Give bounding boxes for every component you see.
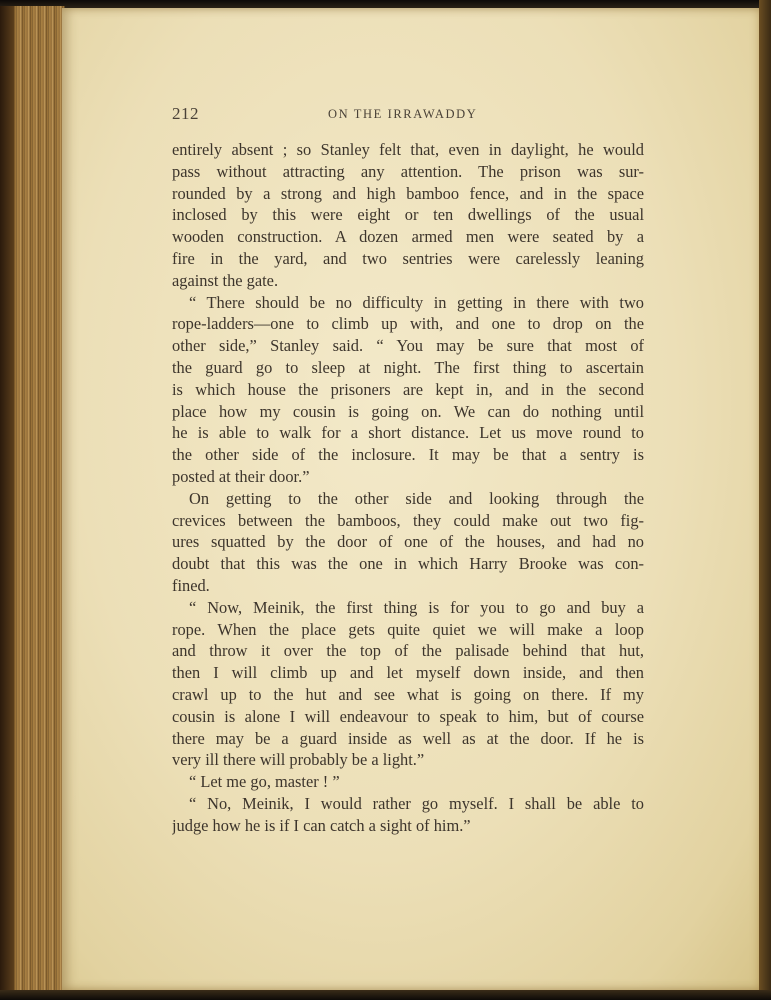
- page-number: 212: [172, 104, 199, 123]
- text-line: ures squatted by the door of one of the houses, and had no: [172, 532, 644, 552]
- text-line: wooden construction. A dozen armed men were seated by a: [172, 227, 644, 247]
- running-head: [172, 104, 644, 124]
- text-line: crevices between the bamboos, they could make out two fig-: [172, 510, 644, 530]
- text-line: is which house the prisoners are kept in, and in the second: [172, 379, 644, 399]
- text-line: judge how he is if I can catch a sight of him.”: [172, 815, 471, 835]
- text-line: “ Let me go, master ! ”: [189, 772, 340, 792]
- text-line: fire in the yard, and two sentries were carelessly leaning: [172, 248, 644, 268]
- text-line: pass without attracting any attention. The prison was sur-: [172, 161, 644, 181]
- text-line: there may be a guard inside as well as at the door. If he is: [172, 728, 644, 748]
- text-line: entirely absent ; so Stanley felt that, even in daylight, he would: [172, 140, 644, 159]
- text-line: other side,” Stanley said. “ You may be sure that most of: [172, 336, 644, 356]
- text-line: “ No, Meinik, I would rather go myself. I shall be able to: [189, 793, 644, 813]
- text-line: rounded by a strong and high bamboo fence, and in the space: [172, 183, 644, 203]
- running-title: ON THE IRRAWADDY: [328, 107, 478, 121]
- text-line: crawl up to the hut and see what is going on there. If my: [172, 684, 644, 704]
- text-line: cousin is alone I will endeavour to speak to him, but of course: [172, 706, 644, 726]
- text-line: he is able to walk for a short distance. Let us move round to: [172, 423, 644, 443]
- text-line: against the gate.: [172, 270, 279, 290]
- text-line: fined.: [172, 575, 210, 595]
- text-line: posted at their door.”: [172, 466, 310, 486]
- text-line: “ Now, Meinik, the first thing is for you to go and buy a: [189, 597, 644, 617]
- text-line: place how my cousin is going on. We can do nothing until: [172, 401, 644, 421]
- text-line: then I will climb up and let myself down inside, and then: [172, 663, 644, 683]
- right-page-edge: [759, 0, 771, 1000]
- text-line: and throw it over the top of the palisade behind that hut,: [172, 641, 644, 661]
- text-line: the other side of the inclosure. It may be that a sentry is: [172, 445, 644, 465]
- body-text: [172, 139, 644, 837]
- text-line: very ill there will probably be a light.”: [172, 750, 425, 770]
- bottom-page-edge: [0, 990, 771, 1000]
- text-line: doubt that this was the one in which Harry Brooke was con-: [172, 554, 644, 574]
- text-line: inclosed by this were eight or ten dwellings of the usual: [172, 205, 644, 225]
- text-line: the guard go to sleep at night. The first thing to ascertain: [172, 357, 644, 377]
- text-line: On getting to the other side and looking through the: [189, 488, 644, 508]
- text-line: rope-ladders—one to climb up with, and one to drop on the: [172, 314, 644, 334]
- text-line: “ There should be no difficulty in getting in there with two: [189, 292, 644, 312]
- page-block-edges: [0, 6, 65, 996]
- text-line: rope. When the place gets quite quiet we will make a loop: [172, 619, 644, 639]
